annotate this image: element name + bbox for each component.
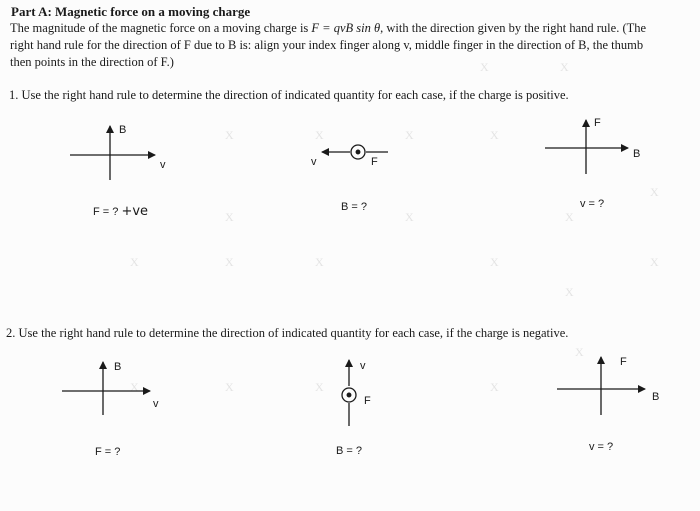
q1-diagram-2 xyxy=(322,145,388,159)
q2-d1-b-label: B xyxy=(114,361,122,373)
q1-d1-answer xyxy=(93,204,148,219)
q1-d1-answer-text: F = ? xyxy=(93,206,119,218)
bleed-through-x: X xyxy=(315,255,324,269)
bleed-through-x: X xyxy=(650,185,659,199)
bleed-through-x: X xyxy=(130,255,139,269)
bleed-through-x: X xyxy=(130,380,139,394)
bleed-through-x: X xyxy=(490,255,499,269)
q2-d3-f-label: F xyxy=(620,356,627,368)
force-formula: F = qvB sin θ xyxy=(311,21,381,35)
q1-d1-b-label: B xyxy=(119,124,127,136)
bleed-through-x: X xyxy=(315,128,324,142)
q2-diagram-2 xyxy=(342,360,356,426)
question-2-text: 2. Use the right hand rule to determine the direction of indicated quantity for each case, if the charge is negative. xyxy=(6,326,569,340)
q1-diagram-3 xyxy=(545,120,628,174)
out-of-page-dot xyxy=(356,150,360,154)
q2-d2-answer: B = ? xyxy=(336,445,362,457)
q1-d2-f-label: F xyxy=(371,156,378,168)
q2-d2-f-label: F xyxy=(364,395,371,407)
bleed-through-x: X xyxy=(225,380,234,394)
bleed-through-x: X xyxy=(405,210,414,224)
bleed-through-x: X xyxy=(490,380,499,394)
q2-diagram-3 xyxy=(557,357,645,415)
q2-d3-b-label: B xyxy=(652,391,660,403)
bleed-through-x: X xyxy=(565,285,574,299)
q1-d2-answer: B = ? xyxy=(341,201,367,213)
bleed-through-x: X xyxy=(225,210,234,224)
bleed-through-x: X xyxy=(315,380,324,394)
q1-d1-handwritten-answer: +ve xyxy=(121,204,149,219)
bleed-through-x: X xyxy=(565,210,574,224)
q1-d3-b-label: B xyxy=(633,148,641,160)
bleed-through-x: X xyxy=(405,128,414,142)
q2-d1-answer: F = ? xyxy=(95,446,121,458)
part-title: Part A: Magnetic force on a moving charge xyxy=(11,4,251,19)
q2-d2-v-label: v xyxy=(360,360,366,372)
intro-text-b: , with the direction given by the right hand rule. (The right hand rule for the direction of F due to B is: align your index finger along v, middle finger in the direction of B, the thumb then points in the direction of F.) xyxy=(10,21,647,69)
bleed-through-x: X xyxy=(560,60,569,74)
intro-text-a: The magnitude of the magnetic force on a moving charge is xyxy=(10,21,312,35)
q1-d1-v-label: v xyxy=(160,159,166,171)
bleed-through-x: X xyxy=(225,128,234,142)
bleed-through-x: X xyxy=(490,128,499,142)
q1-d3-answer: v = ? xyxy=(580,198,605,210)
bleed-through-x: X xyxy=(225,255,234,269)
q2-d1-v-label: v xyxy=(153,398,159,410)
bleed-through-x: X xyxy=(480,60,489,74)
out-of-page-dot xyxy=(347,393,351,397)
q1-diagram-1 xyxy=(70,126,155,180)
q2-diagram-1 xyxy=(62,362,150,415)
q2-d3-answer: v = ? xyxy=(589,441,614,453)
q1-d3-f-label: F xyxy=(594,117,601,129)
bleed-through-x: X xyxy=(575,345,584,359)
q1-d2-v-label: v xyxy=(311,156,317,168)
question-1-text: 1. Use the right hand rule to determine the direction of indicated quantity for each case, if the charge is positive. xyxy=(9,88,569,102)
bleed-through-x: X xyxy=(650,255,659,269)
